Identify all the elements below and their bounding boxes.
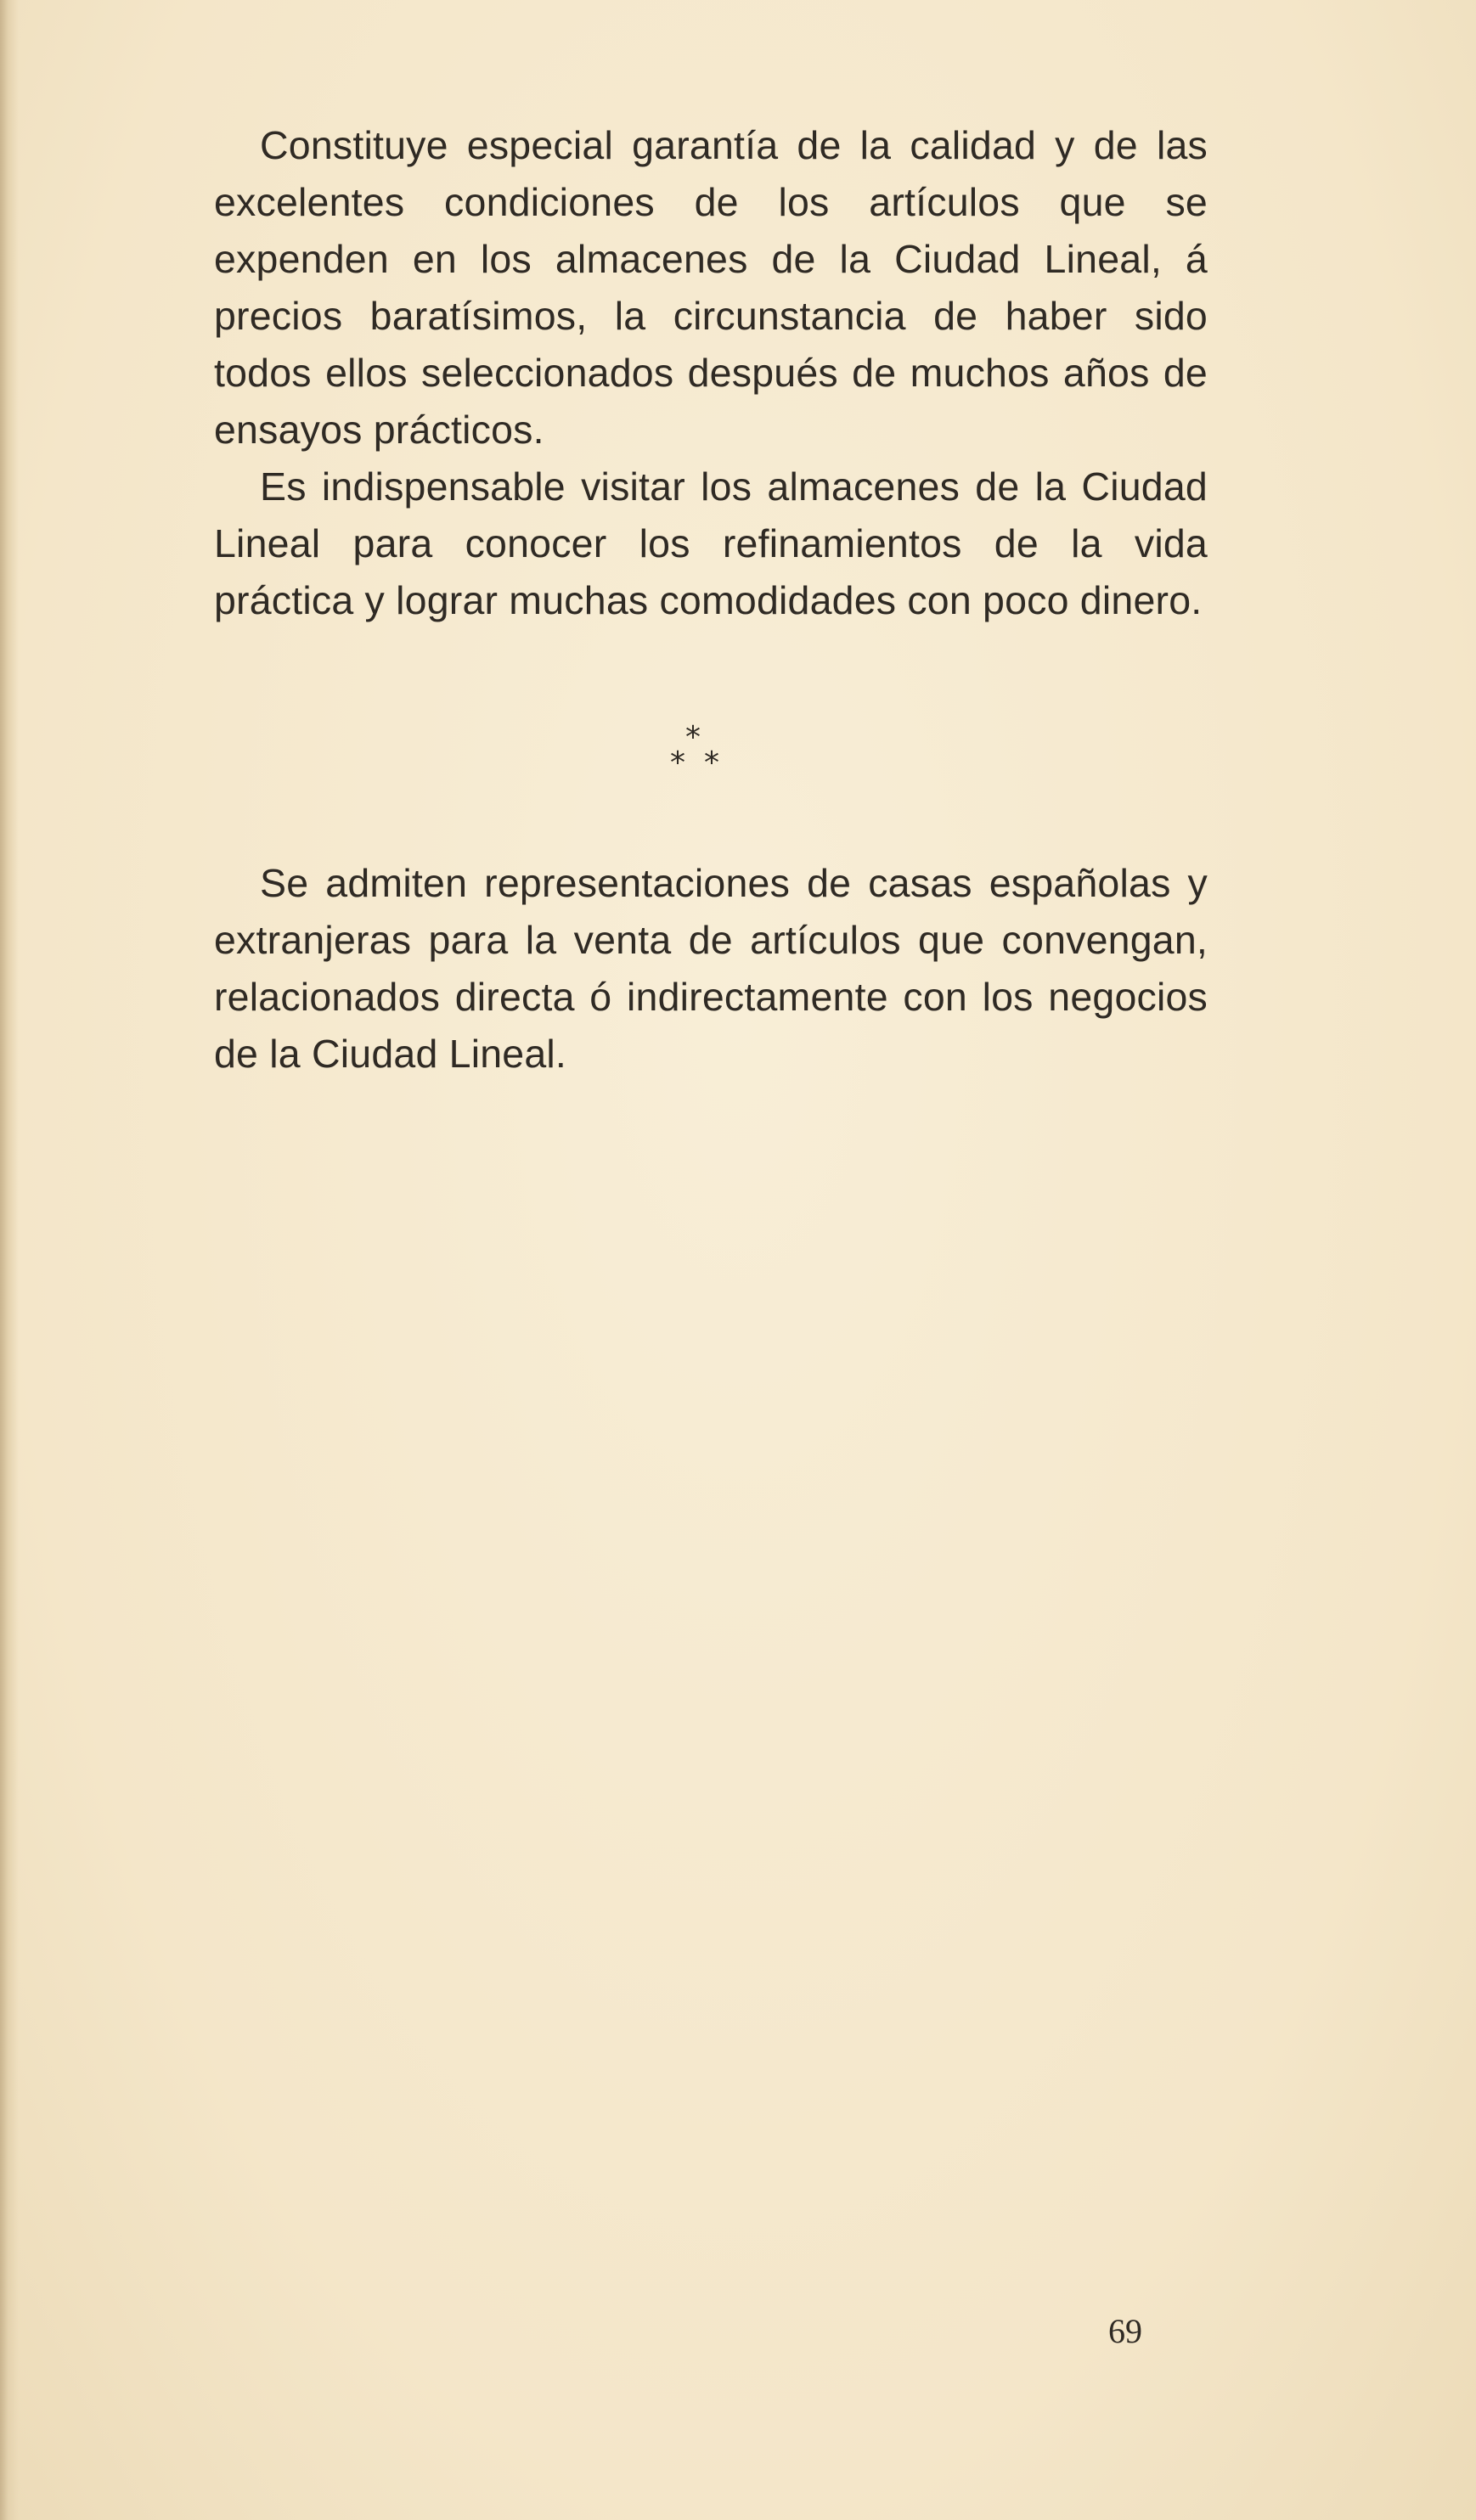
page-spine-shadow bbox=[0, 0, 19, 2520]
paragraph-visit: Es indispensable visitar los almacenes de la Ciudad Lineal para conocer los refinamientos de la vida práctica y lograr muchas comodidades con poco dinero. bbox=[214, 464, 1208, 622]
text-block bbox=[214, 117, 1208, 629]
page-number: 69 bbox=[1108, 2312, 1142, 2350]
paragraph-quality: Constituye especial garantía de la calidad y de las excelentes condiciones de los artículos que se expenden en los almacenes de la Ciudad Lineal, á precios baratísimos, la circunstancia de haber sido todos ellos seleccionados después de muchos años de ensayos prácticos. bbox=[214, 123, 1208, 452]
asterism-star-bottom-left: * bbox=[670, 745, 685, 780]
paragraph-representations: Se admiten representaciones de casas españolas y extranjeras para la venta de artículos que convengan, relacionados directa ó indirectamente con los negocios de la Ciudad Lineal. bbox=[214, 861, 1208, 1076]
asterism-star-bottom-right: * bbox=[704, 745, 719, 780]
asterism-star-top: * bbox=[685, 720, 701, 755]
